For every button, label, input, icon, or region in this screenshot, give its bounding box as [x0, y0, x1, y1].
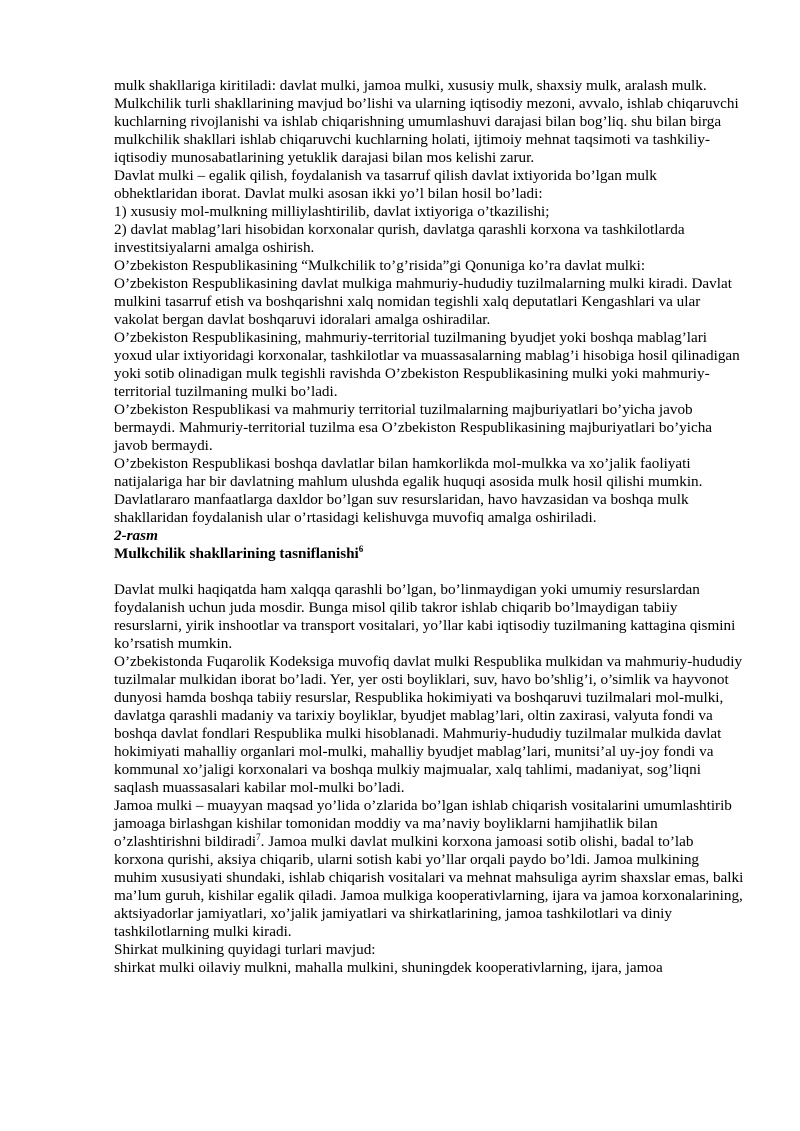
figure-title [114, 545, 744, 563]
blank-line [114, 563, 744, 581]
paragraph: Davlat mulki – egalik qilish, foydalanish va tasarruf qilish davlat ixtiyorida bo’lgan mulk obhektlaridan iborat. Davlat mulki asosan ikki yo’l bilan hosil bo’ladi: [114, 167, 657, 202]
footnote-ref: 6 [358, 543, 364, 554]
paragraph-jamoa [114, 797, 744, 941]
paragraph: O’zbekistonda Fuqarolik Kodeksiga muvofiq davlat mulki Respublika mulkidan va mahmuriy-hududiy tuzilmalar mulkidan iborat bo’ladi. Yer, yer osti boyliklari, suv, havo bo’shlig’i, o’simlik va hayvonot dunyosi hamda boshqa tabiiy resurslar, Respublika hokimiyati va boshqaruvi tuzilmalari mol-mulki, davlatga qarashli madaniy va tarixiy boyliklar, byudjet mablag’lari, oltin zaxirasi, valyuta fondi va boshqa davlat fondlari Respublika mulki hisoblanadi. Mahmuriy-hududiy tuzilmalar mulkida davlat hokimiyati mahalliy organlari mol-mulki, mahalliy byudjet mablag’lari, munitsi’al uy-joy fondi va kommunal xo’jaligi korxonalari va boshqa mulkiy majmualar, xalq tahlimi, madaniyat, sog’liqni saqlash muassasalari kabilar mol-mulki bo’ladi. [114, 653, 743, 796]
paragraph: O’zbekiston Respublikasining davlat mulkiga mahmuriy-hududiy tuzilmalarning mulki kiradi. Davlat mulkini tasarruf etish va boshqarishni xalq nomidan tegishli xalq deputatlari Kengashlari va ular vakolat bergan davlat boshqaruvi idoralari amalga oshiradilar. [114, 275, 732, 328]
paragraph: Shirkat mulkining quyidagi turlari mavjud: [114, 941, 376, 958]
figure-title-text: Mulkchilik shakllarining tasniflanishi [114, 545, 359, 562]
jamoa-text-start: Jamoa mulki – muayyan maqsad yo’lida o’zlarida bo’lgan ishlab chiqarish vositalarini umumlashtirib jamoaga birlashgan kishilar tomonidan moddiy va ma’naviy boyliklarni hamjihatlik bilan o’zlashtirishni bildiradi [114, 797, 732, 850]
footnote-ref: 7 [256, 831, 261, 842]
document-page [114, 77, 744, 977]
list-item: 2) davlat mablag’lari hisobidan korxonalar qurish, davlatga qarashli korxona va tashkilotlarda investitsiyalarni amalga oshirish. [114, 221, 685, 256]
paragraph: O’zbekiston Respublikasining “Mulkchilik to’g’risida”gi Qonuniga ko’ra davlat mulki: [114, 257, 646, 274]
paragraph: O’zbekiston Respublikasi va mahmuriy territorial tuzilmalarning majburiyatlari bo’yicha javob bermaydi. Mahmuriy-territorial tuzilma esa O’zbekiston Respublikasining majburiyatlari bo’yicha javob bermaydi. [114, 401, 713, 454]
paragraph: Mulkchilik turli shakllarining mavjud bo’lishi va ularning iqtisodiy mezoni, avvalo, ishlab chiqaruvchi kuchlarning rivojlanishi va ishlab chiqarishning umumlashuvi darajasi bilan bog’liq. shu bilan birga mulkchilik shakllari ishlab chiqaruvchi kuchlarning holati, ijtimoiy mehnat taqsimoti va tashkiliy-iqtisodiy munosabatlarining yetuklik darajasi bilan mos kelishi zarur. [114, 95, 739, 166]
figure-label: 2-rasm [114, 527, 158, 544]
paragraph: Davlat mulki haqiqatda ham xalqqa qarashli bo’lgan, bo’linmaydigan yoki umumiy resurslardan foydalanish uchun juda mosdir. Bunga misol qilib takror ishlab chiqarib bo’lmaydigan tabiiy resurslarni, yirik inshootlar va transport vositalari, yo’llar kabi iqtisodiy tuzilmaning kattagina qismini ko’rsatish mumkin. [114, 581, 736, 652]
jamoa-text-end: . Jamoa mulki davlat mulkini korxona jamoasi sotib olishi, badal to’lab korxona qurishi, aksiya chiqarib, ularni sotish kabi yo’llar orqali paydo bo’ldi. Jamoa mulkining muhim xususiyati shundaki, ishlab chiqarish vositalari va mehnat mahsuliga ayrim shaxslar emas, balki ma’lum guruh, kishilar egalik qiladi. Jamoa mulkiga kooperativlarning, ijara va jamoa korxonalarining, aktsiyadorlar jamiyatlari, xo’jalik jamiyatlari va shirkatlarining, jamoa tashkilotlari va diniy tashkilotlarning mulki kiradi. [114, 833, 744, 940]
paragraph: O’zbekiston Respublikasining, mahmuriy-territorial tuzilmaning byudjet yoki boshqa mablag’lari yoxud ular ixtiyoridagi korxonalar, tashkilotlar va muassasalarning mablag’i hisobiga hosil qilinadigan yoki sotib olinadigan mulk tegishli ravishda O’zbekiston Respublikasining mulki yoki mahmuriy-territorial tuzilmaning mulki bo’ladi. [114, 329, 740, 400]
paragraph: shirkat mulki oilaviy mulkni, mahalla mulkini, shuningdek kooperativlarning, ijara, jamoa [114, 959, 663, 976]
paragraph: mulk shakllariga kiritiladi: davlat mulki, jamoa mulki, xususiy mulk, shaxsiy mulk, aralash mulk. [114, 77, 707, 94]
paragraph: O’zbekiston Respublikasi boshqa davlatlar bilan hamkorlikda mol-mulkka va xo’jalik faoliyati natijalariga har bir davlatning mahlum ulushda egalik huquqi asosida mulk hosil qilishi mumkin. Davlatlararo manfaatlarga daxldor bo’lgan suv resurslaridan, havo havzasidan va boshqa mulk shakllaridan foydalanish ular o’rtasidagi kelishuvga muvofiq amalga oshiriladi. [114, 455, 703, 526]
list-item: 1) xususiy mol-mulkning milliylashtirilib, davlat ixtiyoriga o’tkazilishi; [114, 203, 550, 220]
